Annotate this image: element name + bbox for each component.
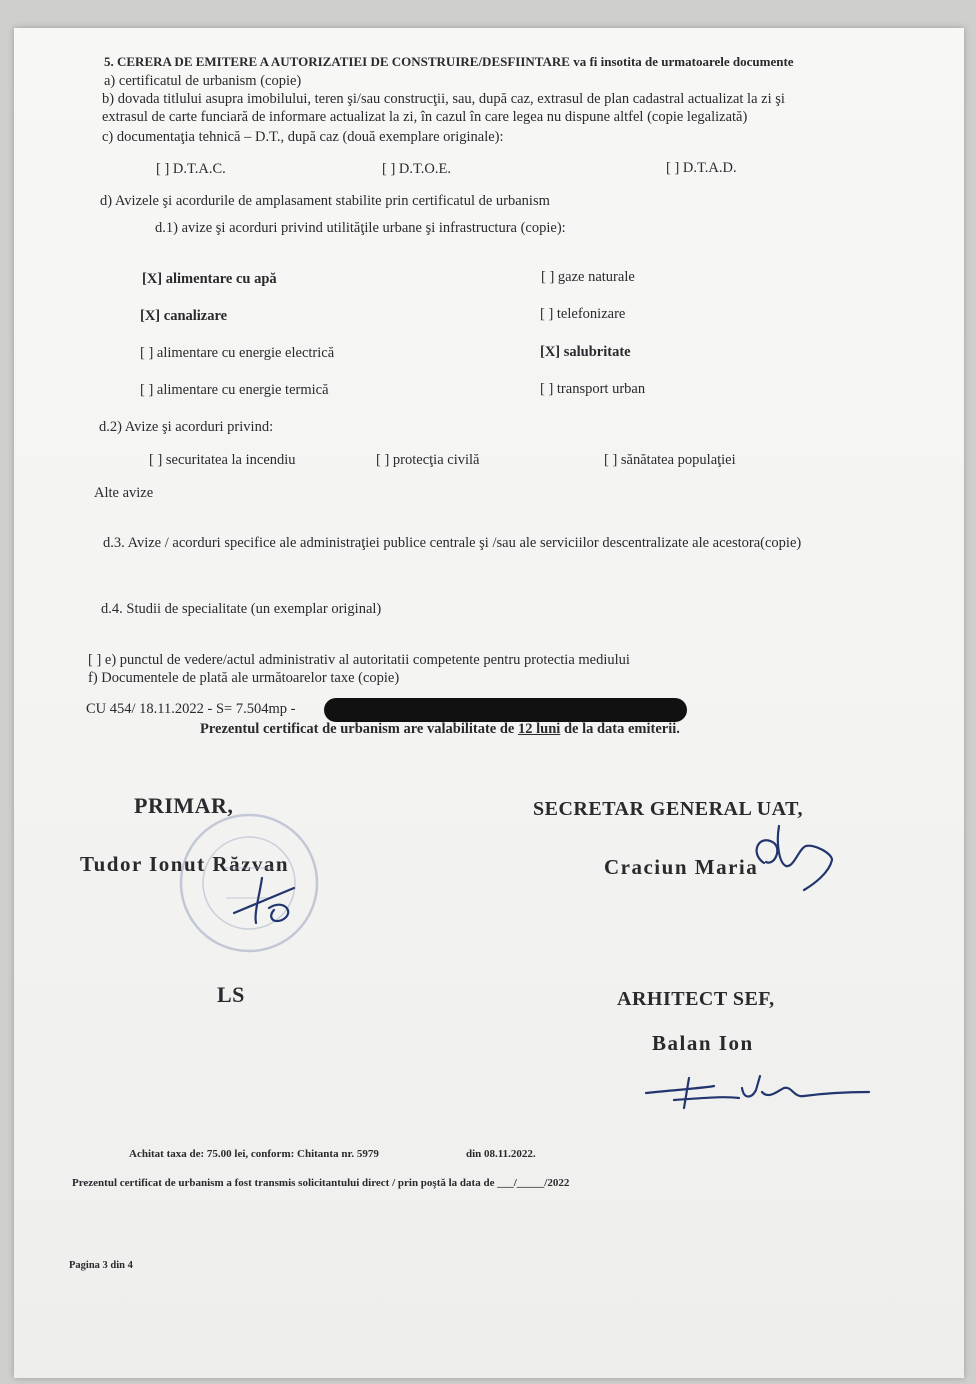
- validity-value: 12 luni: [518, 721, 561, 737]
- item-f: f) Documentele de plată ale următoarelor taxe (copie): [88, 670, 400, 686]
- section5-heading: 5. CERERA DE EMITERE A AUTORIZATIEI DE CONSTRUIRE/DESFIINTARE va fi insotita de urmatoarele documente: [104, 54, 794, 69]
- secretar-title: SECRETAR GENERAL UAT,: [533, 798, 803, 820]
- checkbox-dtac: [ ] D.T.A.C.: [156, 161, 226, 177]
- utility-apa: [X] alimentare cu apă: [142, 271, 277, 287]
- utility-canalizare: [X] canalizare: [140, 308, 228, 324]
- utility-telefonizare: [ ] telefonizare: [540, 306, 626, 322]
- taxa-date: din 08.11.2022.: [466, 1148, 536, 1160]
- secretar-name: Craciun Maria: [604, 855, 759, 879]
- validity-pre: Prezentul certificat de urbanism are valabilitate de: [200, 721, 515, 737]
- primar-title: PRIMAR,: [134, 793, 234, 818]
- checkbox-protectie-civila: [ ] protecţia civilă: [376, 452, 480, 468]
- cu-reference: CU 454/ 18.11.2022 - S= 7.504mp -: [86, 701, 296, 717]
- item-d1: d.1) avize şi acorduri privind utilităţile urbane şi infrastructura (copie):: [155, 220, 566, 236]
- item-b-line1: b) dovada titlului asupra imobilului, teren şi/sau construcţii, sau, după caz, extrasul de plan cadastral actualizat la zi şi: [102, 91, 785, 107]
- ls-label: LS: [217, 982, 245, 1007]
- arhitect-title: ARHITECT SEF,: [617, 988, 775, 1010]
- arhitect-name: Balan Ion: [652, 1031, 754, 1055]
- item-b-line2: extrasul de carte funciară de informare actualizat la zi, în cazul în care legea nu dispune altfel (copie legalizată): [102, 109, 748, 125]
- utility-transport: [ ] transport urban: [540, 381, 646, 397]
- primar-name: Tudor Ionut Răzvan: [80, 852, 290, 876]
- arhitect-signature-icon: [644, 1068, 874, 1118]
- transmis-line: Prezentul certificat de urbanism a fost transmis solicitantului direct / prin poştă la data de ___/_____/2022: [72, 1177, 570, 1189]
- utility-gaze: [ ] gaze naturale: [541, 269, 635, 285]
- checkbox-dtoe: [ ] D.T.O.E.: [382, 161, 451, 177]
- utility-energie-electrica: [ ] alimentare cu energie electrică: [140, 345, 335, 361]
- primar-signature-icon: [224, 868, 314, 928]
- item-e: [ ] e) punctul de vedere/actul administrativ al autoritatii competente pentru protectia mediului: [88, 652, 630, 668]
- item-d4: d.4. Studii de specialitate (un exemplar original): [101, 601, 382, 617]
- checkbox-sanatate: [ ] sănătatea populaţiei: [604, 452, 736, 468]
- item-d3: d.3. Avize / acorduri specifice ale administraţiei publice centrale şi /sau ale serviciilor descentralizate ale acestora(copie): [103, 535, 802, 551]
- item-c: c) documentaţia tehnică – D.T., după caz (două exemplare originale):: [102, 129, 504, 145]
- validity-line: [200, 720, 680, 738]
- alte-avize: Alte avize: [94, 485, 154, 501]
- utility-salubritate: [X] salubritate: [540, 344, 631, 360]
- item-d: d) Avizele şi acordurile de amplasament stabilite prin certificatul de urbanism: [100, 193, 550, 209]
- item-a: a) certificatul de urbanism (copie): [104, 73, 302, 89]
- document-page: [14, 28, 964, 1378]
- utility-energie-termica: [ ] alimentare cu energie termică: [140, 382, 329, 398]
- validity-post: de la data emiterii.: [563, 721, 680, 737]
- redacted-block: [324, 698, 687, 722]
- secretar-signature-icon: [744, 818, 844, 898]
- page-number: Pagina 3 din 4: [69, 1260, 133, 1271]
- checkbox-incendiu: [ ] securitatea la incendiu: [149, 452, 296, 468]
- checkbox-dtad: [ ] D.T.A.D.: [666, 160, 737, 176]
- item-d2: d.2) Avize şi acorduri privind:: [99, 419, 274, 435]
- taxa-line: Achitat taxa de: 75.00 lei, conform: Chitanta nr. 5979: [129, 1148, 379, 1160]
